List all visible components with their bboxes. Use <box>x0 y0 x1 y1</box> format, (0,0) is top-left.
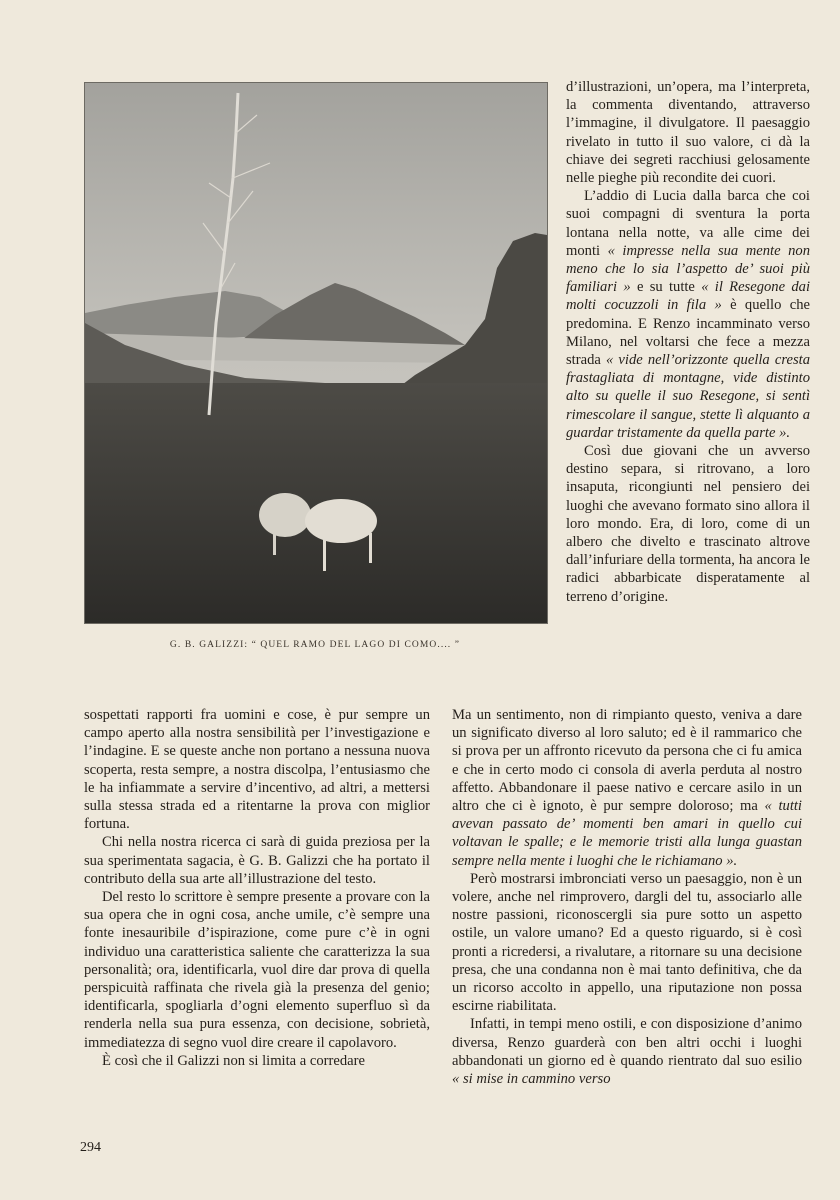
paragraph <box>566 187 810 442</box>
paragraph-text: Infatti, in tempi meno ostili, e con disposizione d’animo diversa, Renzo guarderà con ben altri occhi i luoghi abbandonati un giorno ed è quando rientrato dal suo esilio <box>452 1016 802 1069</box>
paragraph-text: Ma un sentimento, non di rimpianto questo, veniva a dare un significato diverso al loro saluto; ed è il rammarico che si prova per un affronto ricevuto da persona che ci fu amica e che in certo modo ci consola di averla perduta al nostro affetto. Abbandonare il paese nativo e cercare asilo in un altro che ci è ignoto, è pur sempre doloroso; ma <box>452 707 802 815</box>
quote-text: « il Resegone dai molti cocuzzoli in fila » <box>566 279 810 314</box>
paragraph <box>84 706 430 833</box>
paragraph-text: e su tutte <box>630 279 702 296</box>
paragraph <box>452 870 802 1016</box>
paragraph <box>566 78 810 187</box>
paragraph <box>84 1052 430 1070</box>
paragraph-text: sospettati rapporti fra uomini e cose, è pur sempre un campo aperto alla nostra sensibilità per l’investigazione e l’indagine. E se queste anche non portano a nessuna nuova scoperta, resta sempre, a nostra discolpa, l’entusiasmo che le ha infiammate a servire d’incentivo, ad altri, a mettersi sulla stessa strada ed a ritentarne la prova con miglior fortuna. <box>84 707 430 833</box>
paragraph-text: è quello che predomina. E Renzo incamminato verso Milano, nel voltarsi che fece a mezza strada <box>566 297 810 369</box>
text-column-right <box>452 706 802 1088</box>
paragraph-text: L’addio di Lucia dalla barca che coi suoi compagni di sventura la porta lontana nella notte, va alle cime dei monti <box>566 188 810 259</box>
meadow <box>85 383 547 623</box>
quote-text: « impresse nella sua mente non meno che lo sia l’aspetto de’ suoi più familiari » <box>566 242 810 296</box>
paragraph <box>452 1015 802 1088</box>
page-number: 294 <box>80 1140 101 1155</box>
paragraph <box>84 833 430 888</box>
illustration-lake-como <box>84 82 548 624</box>
quote-text: « vide nell’orizzonte quella cresta frastagliata di montagne, vide distinto alto su quelle il suo Resegone, si sentì rimescolare il sangue, stette lì alquanto a guardar tristamente da quella parte ». <box>566 352 810 441</box>
paragraph-text: Però mostrarsi imbronciati verso un paesaggio, non è un volere, anche nel rimprovero, dargli del tu, associarlo alle nostre passioni, riconoscergli sia pure sotto un aspetto ostile, un valore umano? Ed a questo riguardo, si è così pronti a ricredersi, a rivalutare, a ritornare su una decisione presa, che una condanna non è mai tanto definitiva, che da un ricorso accolto in appello, una riputazione non possa escirne riabilitata. <box>452 870 802 1015</box>
text-column-left <box>84 706 430 1070</box>
quote-text: « tutti avevan passato de’ momenti ben amari in quello cui voltavan le spalle; e le memorie tristi alla lunga guastan sempre nella mente i luoghi che le richiamano ». <box>452 798 802 869</box>
paragraph <box>566 442 810 606</box>
landscape-painting <box>85 83 547 623</box>
paragraph-text: Del resto lo scrittore è sempre presente a provare con la sua opera che in ogni cosa, anche umile, c’è sempre una fonte inesauribile d’ispirazione, come pure c’è in ogni individuo una caratteristica saliente che caratterizza la sua personalità; ora, identificarla, vuol dire dar prova di quella perspicuità raffinata che rivela già la presenza del genio; identificarla, spogliarla d’ogni elemento superfluo sì da renderla nella sua pura essenza, con decisione, sobrietà, immediatezza di segno vuol dire creare il capolavoro. <box>84 889 430 1051</box>
paragraph-text: Chi nella nostra ricerca ci sarà di guida preziosa per la sua sperimentata sagacia, è G. B. Galizzi che ha portato il contributo della sua arte all’illustrazione del testo. <box>84 834 430 887</box>
paragraph-text: È così che il Galizzi non si limita a corredare <box>102 1052 365 1069</box>
quote-text: « si mise in cammino verso <box>452 1071 611 1088</box>
figure-caption: G. B. GALIZZI: “ QUEL RAMO DEL LAGO DI COMO.... ” <box>169 640 461 650</box>
paragraph <box>84 888 430 1052</box>
paragraph-text: d’illustrazioni, un’opera, ma l’interpreta, la commenta diventando, attraverso l’immagine, il divulgatore. Il paesaggio rivelato in tutto il suo valore, ci dà la chiave dei segreti racchiusi gelosamente nelle pieghe più recondite dei cuori. <box>566 79 810 187</box>
text-column-top-right <box>566 78 810 606</box>
paragraph <box>452 706 802 870</box>
paragraph-text: Così due giovani che un avverso destino separa, si ritrovano, a loro insaputa, ricongiunti nel pensiero dei luoghi che avevano formato sino allora il loro mondo. Era, di loro, come di un albero che divelto e trascinato altrove dall’infuriare della tormenta, ha ancora le radici abbarbicate disperatamente al terreno d’origine. <box>566 443 810 605</box>
